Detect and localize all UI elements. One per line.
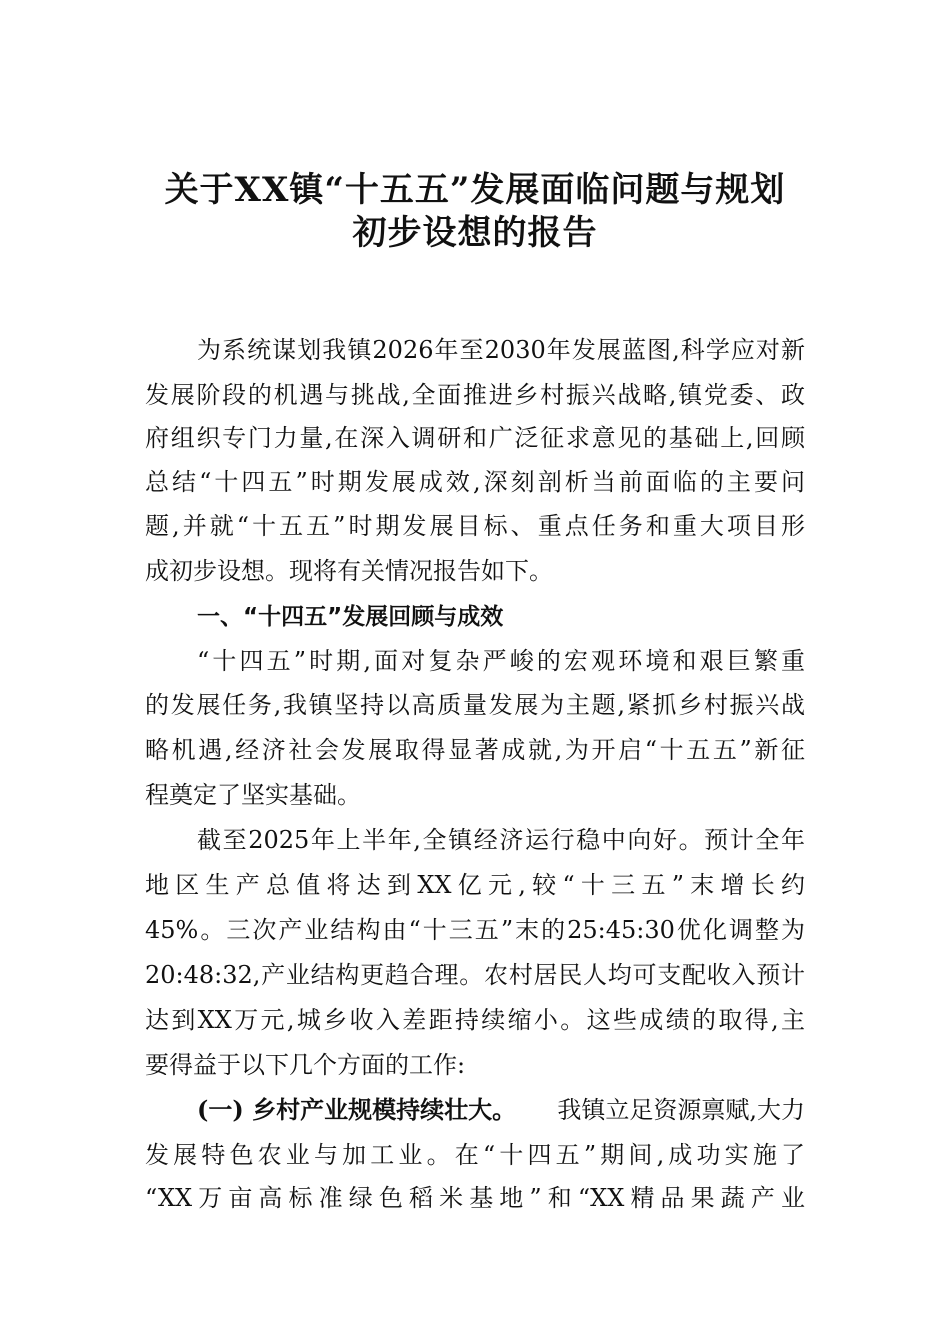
text-line: 地区生产总值将达到XX亿元,较“十三五”末增长约 bbox=[145, 871, 805, 899]
text-line: 题,并就“十五五”时期发展目标、重点任务和重大项目形 bbox=[145, 512, 805, 540]
text-line bbox=[197, 1095, 805, 1125]
text-line: 要得益于以下几个方面的工作: bbox=[145, 1051, 466, 1079]
text-line: “XX万亩高标准绿色稻米基地”和“XX精品果蔬产业 bbox=[145, 1184, 805, 1212]
text-line: 略机遇,经济社会发展取得显著成就,为开启“十五五”新征 bbox=[145, 736, 805, 764]
subsection-lead: (一) 乡村产业规模持续壮大。 bbox=[197, 1095, 517, 1124]
title-line: 初步设想的报告 bbox=[352, 213, 598, 253]
title-line: 关于XX镇“十五五”发展面临问题与规划 bbox=[164, 170, 786, 210]
text-line: 成初步设想。现将有关情况报告如下。 bbox=[145, 557, 553, 585]
text-line: 发展特色农业与加工业。在“十四五”期间,成功实施了 bbox=[145, 1141, 805, 1169]
text-line: 45%。三次产业结构由“十三五”末的25:45:30优化调整为 bbox=[145, 916, 805, 944]
text-line: 截至2025年上半年,全镇经济运行稳中向好。预计全年 bbox=[197, 826, 805, 854]
text-line: 程奠定了坚实基础。 bbox=[145, 781, 361, 809]
text-line: 为系统谋划我镇2026年至2030年发展蓝图,科学应对新 bbox=[197, 336, 805, 364]
text-line: 总结“十四五”时期发展成效,深刻剖析当前面临的主要问 bbox=[145, 468, 805, 496]
text-line: 发展阶段的机遇与挑战,全面推进乡村振兴战略,镇党委、政 bbox=[145, 381, 805, 409]
text-line: 府组织专门力量,在深入调研和广泛征求意见的基础上,回顾 bbox=[145, 424, 805, 452]
section-heading: 一、“十四五”发展回顾与成效 bbox=[197, 604, 504, 630]
text-line: 的发展任务,我镇坚持以高质量发展为主题,紧抓乡村振兴战 bbox=[145, 691, 805, 719]
text-line: 达到XX万元,城乡收入差距持续缩小。这些成绩的取得,主 bbox=[145, 1006, 805, 1034]
text-line: “十四五”时期,面对复杂严峻的宏观环境和艰巨繁重 bbox=[197, 647, 805, 675]
text-line: 20:48:32,产业结构更趋合理。农村居民人均可支配收入预计 bbox=[145, 961, 805, 989]
subsection-text: 我镇立足资源禀赋,大力 bbox=[557, 1096, 805, 1124]
